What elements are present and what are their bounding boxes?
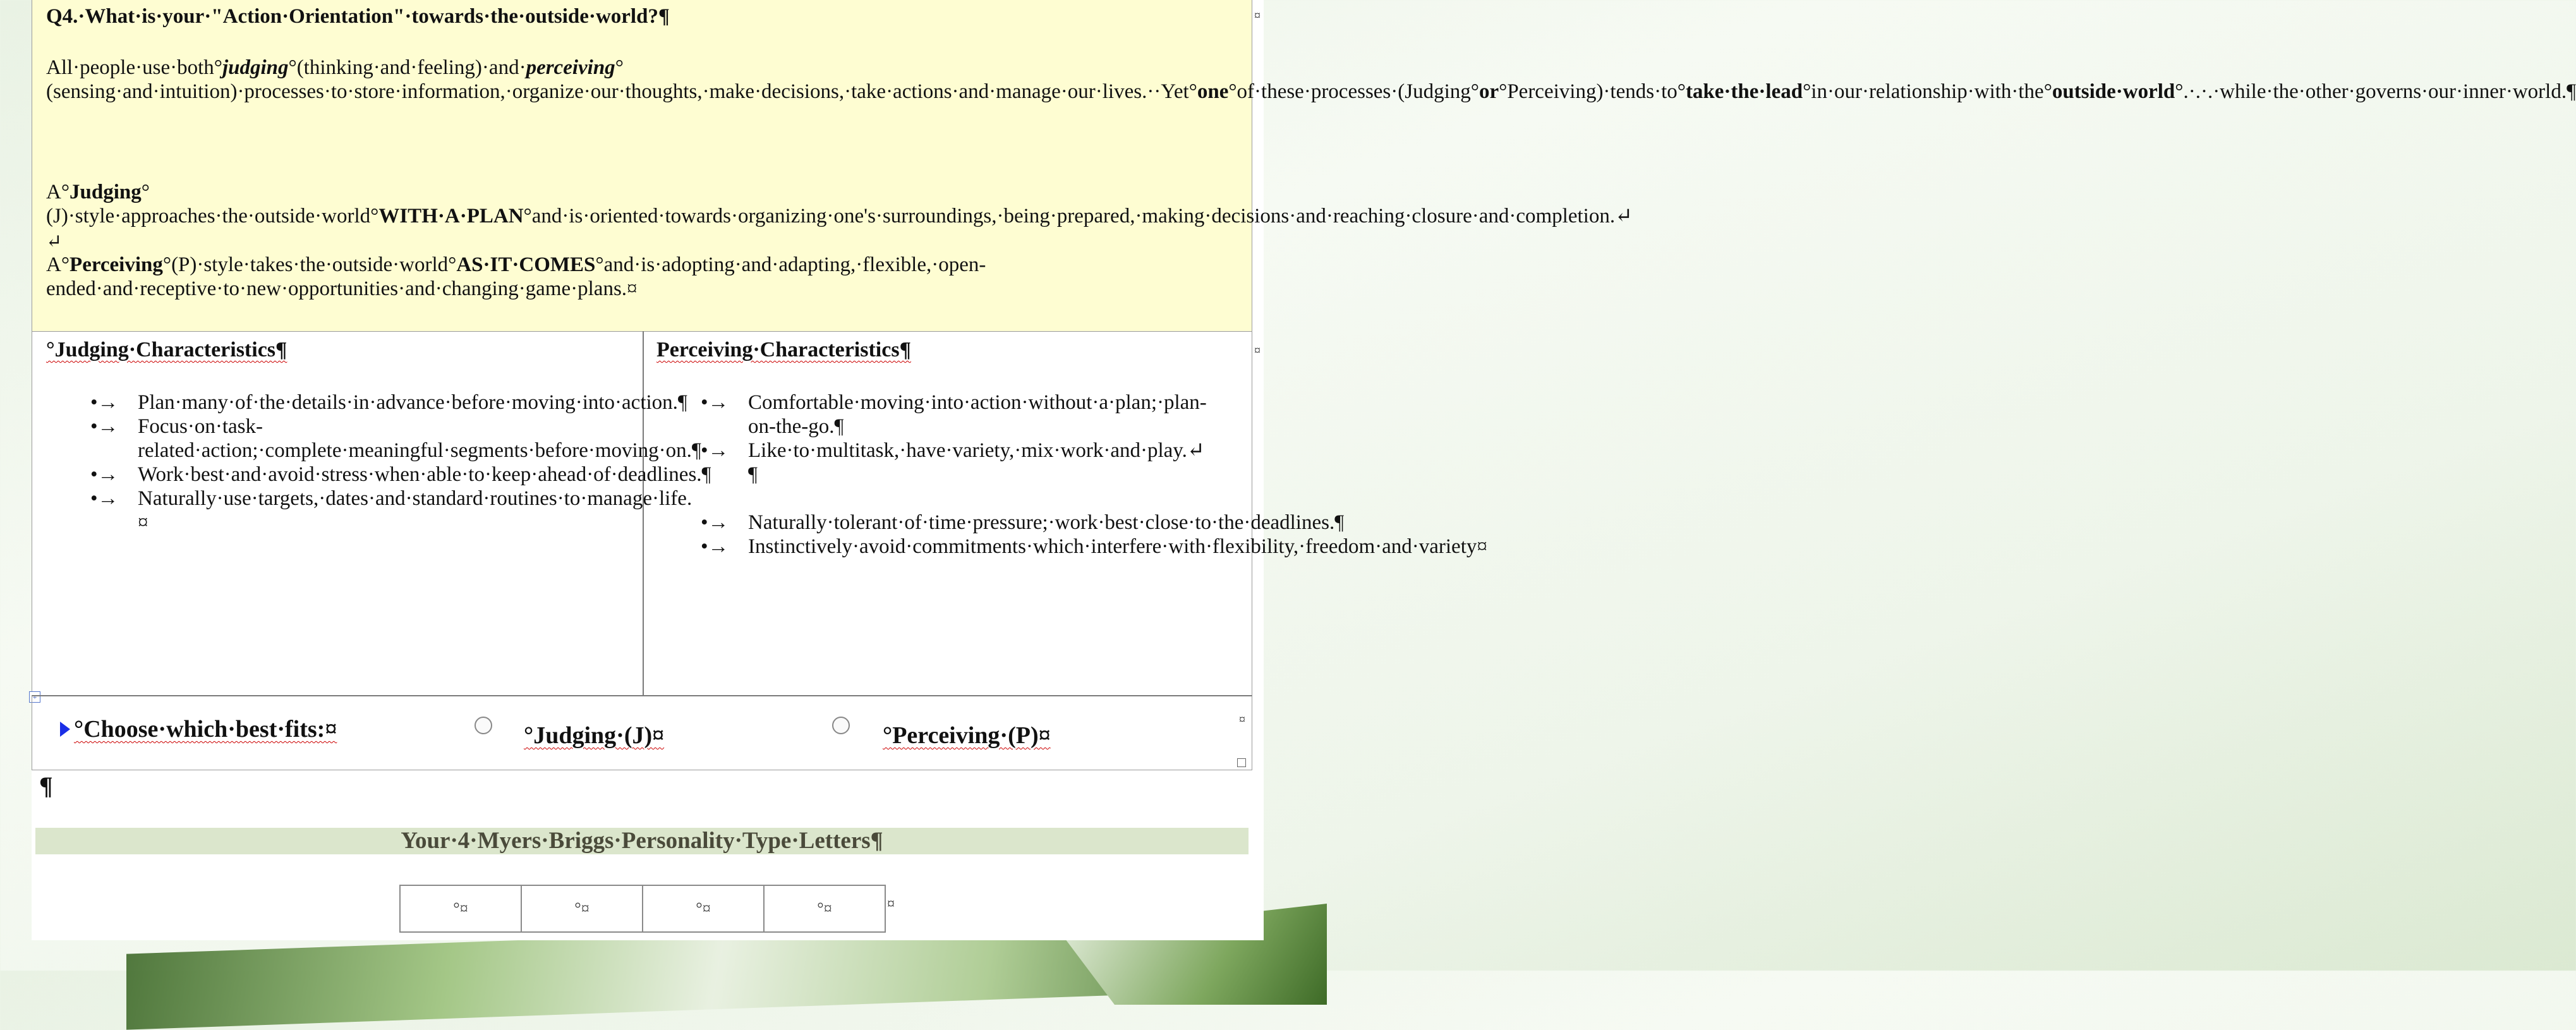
characteristics-table [32,331,1487,696]
end-of-row-mark: ¤ [1254,9,1261,23]
bullet-icon: •→ [90,463,119,486]
list-item [46,391,687,415]
text-bold: or [1478,80,1499,103]
list-item-text: Work·best·and·avoid·stress·when·able·to·keep·ahead·of·deadlines.¶ [138,463,711,486]
bullet-icon: •→ [701,391,729,414]
text: °Perceiving)·tends·to° [1499,80,1686,103]
bullet-icon: •→ [90,415,119,438]
list-item-text: Comfortable·moving·into·action·without·a·plan;·plan-on-the-go.¶ [748,391,1207,438]
text: °and·is·adopting·and·adapting,·flexible,·open-ended·and·receptive·to·new·opportunities·and·changing·game·plans.¤ [46,253,986,300]
list-item-text: Focus·on·task-related·action;·complete·meaningful·segments·before·moving·on.¶ [138,415,701,462]
list-item-text: Naturally·use·targets,·dates·and·standard·routines·to·manage·life.¤ [138,487,692,534]
end-of-row-mark: ¤ [1239,713,1245,727]
judging-heading: °Judging·Characteristics¶ [46,338,287,361]
text: °.·.·.·while·the·other·governs·our·inner·world.¶ [2175,80,2576,103]
play-arrow-icon [60,722,70,737]
list-item [656,511,1345,535]
judging-column [46,337,711,535]
text: °in·our·relationship·with·the° [1803,80,2052,103]
question-box [32,0,2576,332]
pilcrow-mark: ¶ [748,463,758,486]
text: °of·these·processes·(Judging° [1228,80,1479,103]
text: °(sensing·and·intuition)·processes·to·store·information,·organize·our·thoughts,·make·decisions,·take·actions·and·manage·our·lives.··Yet° [46,56,1197,103]
text-bold: WITH·A·PLAN [378,205,524,227]
list-item [46,463,711,487]
perceiving-column [656,337,1487,559]
text: °(J)·style·approaches·the·outside·world° [46,181,379,227]
text-bold: Judging [70,181,142,203]
text-bold: take·the·lead [1685,80,1803,103]
table-move-handle-icon[interactable]: + [29,691,40,703]
text-emph: perceiving [526,56,615,79]
question-title: Q4.·What·is·your·"Action·Orientation"·towards·the·outside·world?¶ [46,5,670,28]
text-bold: one [1197,80,1229,103]
list-item-text: Instinctively·avoid·commitments·which·interfere·with·flexibility,·freedom·and·variety¤ [748,535,1487,558]
type-letters-table [399,885,886,933]
text: °(thinking·and·feeling)·and· [288,56,526,79]
perceiving-list [656,391,1487,559]
text: All·people·use·both° [46,56,222,79]
choose-prompt: °Choose·which·best·fits:¤ [74,716,337,742]
option-perceiving-label[interactable]: °Perceiving·(P)¤ [883,722,1051,749]
list-item-text: Like·to·multitask,·have·variety,·mix·work·and·play.↵ [748,439,1205,462]
type-letters-title: Your·4·Myers·Briggs·Personality·Type·Letters¶ [35,828,1249,854]
list-item [656,391,1225,439]
text-bold: AS·IT·COMES [456,253,596,276]
letter-cell-2[interactable]: °¤ [522,886,643,931]
radio-perceiving[interactable] [832,717,850,734]
list-item-text: Plan·many·of·the·details·in·advance·before·moving·into·action.¶ [138,391,687,414]
perceiving-paragraph [46,253,1247,301]
list-item [656,439,1225,487]
column-divider [643,331,644,695]
bullet-icon: •→ [701,535,729,558]
text: A° [46,253,70,276]
judging-list [46,391,711,535]
spacer [656,487,1225,511]
list-item-text: Naturally·tolerant·of·time·pressure;·work·best·close·to·the·deadlines.¶ [748,511,1345,534]
text: A° [46,181,70,203]
letter-cell-1[interactable]: °¤ [401,886,522,931]
list-item [656,535,1487,559]
text-emph: judging [222,56,289,79]
radio-judging[interactable] [475,717,492,734]
bullet-icon: •→ [701,511,729,534]
bullet-icon: •→ [90,391,119,414]
letter-cell-4[interactable]: °¤ [817,899,832,918]
text: °(P)·style·takes·the·outside·world° [162,253,457,276]
choice-row [32,695,1252,770]
bullet-icon: •→ [90,487,119,510]
letter-cell-3[interactable]: °¤ [643,886,765,931]
perceiving-heading: Perceiving·Characteristics¶ [656,338,911,361]
list-item [46,487,692,535]
table-resize-handle[interactable] [1237,758,1246,767]
intro-paragraph [46,56,2576,104]
paragraph-mark: ¶ [39,772,53,800]
list-item [46,415,701,463]
text-bold: outside·world [2052,80,2175,103]
option-judging-label[interactable]: °Judging·(J)¤ [524,722,665,749]
end-of-row-mark: ¤ [887,896,895,912]
judging-paragraph [46,180,1633,228]
bullet-icon: •→ [701,439,729,462]
line-break-mark: ↵ [46,231,63,252]
end-of-row-mark: ¤ [1254,344,1261,358]
text: °and·is·oriented·towards·organizing·one's·surroundings,·being·prepared,·making·decisions·and·reaching·closure·and·completion.↵ [523,205,1633,227]
text-bold: Perceiving [70,253,163,276]
